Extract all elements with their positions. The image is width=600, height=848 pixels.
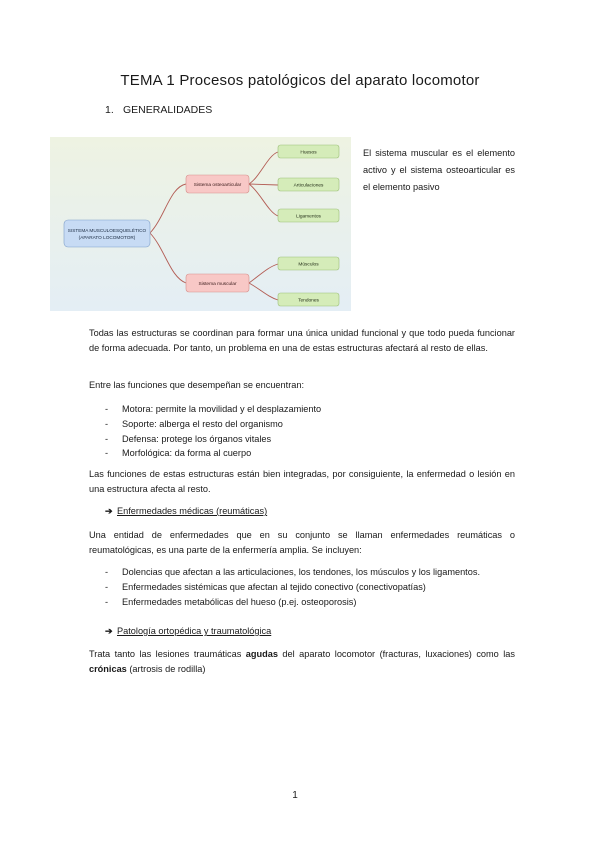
diagram-root-line1: SISTEMA MUSCULOESQUELÉTICO: [67, 228, 147, 233]
arrow-icon: ➔: [105, 626, 113, 636]
paragraph-trauma-part3: (artrosis de rodilla): [126, 664, 206, 674]
subsection-orthopedic: [105, 626, 271, 637]
paragraph-trauma: [89, 647, 515, 677]
diagram-leaf-label-musculos: Músculos: [298, 262, 319, 268]
functions-list: [105, 402, 505, 461]
diagram-leaf-label-ligamentos: Ligamentos: [296, 214, 321, 220]
paragraph-integration: Las funciones de estas estructuras están bien integradas, por consiguiente, la enfermedad o lesión en una estructura afecta al resto.: [89, 469, 515, 494]
paragraph-functions-intro: Entre las funciones que desempeñan se encuentran:: [89, 380, 305, 390]
diagram-label-osteoarticular: Sistema osteoarticular: [193, 183, 242, 188]
diseases-list: [105, 565, 515, 609]
diagram-leaf-label-tendones: Tendones: [298, 298, 319, 304]
list-item: - Enfermedades metabólicas del hueso (p.ej. osteoporosis): [105, 595, 515, 610]
paragraph-rheumatic: Una entidad de enfermedades que en su conjunto se llaman enfermedades reumáticas o reumatológicas, es una parte de la enfermería amplia. Se incluyen:: [89, 530, 515, 555]
page-title: TEMA 1 Procesos patológicos del aparato locomotor: [120, 72, 480, 89]
paragraph-trauma-bold2: crónicas: [89, 664, 127, 674]
section-label: GENERALIDADES: [123, 104, 213, 116]
paragraph-coordination: Todas las estructuras se coordinan para formar una única unidad funcional y que todo pueda funcionar de forma adecuada. Por tanto, un problema en una de estas estructuras afectará al resto de ellas.: [89, 328, 515, 353]
page-number: 1: [292, 790, 298, 801]
section-heading: [105, 104, 212, 116]
section-number: 1.: [105, 104, 114, 116]
paragraph-trauma-bold1: agudas: [245, 649, 278, 659]
musculoskeletal-diagram: [50, 137, 351, 311]
diagram-root-line2: (APARATO LOCOMOTOR): [78, 235, 136, 240]
list-item: - Soporte: alberga el resto del organismo: [105, 417, 505, 432]
paragraph-trauma-part1: Trata tanto las lesiones traumáticas: [89, 649, 246, 659]
list-item: - Morfológica: da forma al cuerpo: [105, 446, 505, 461]
diagram-root-node: [64, 220, 150, 247]
list-item: - Dolencias que afectan a las articulaciones, los tendones, los músculos y los ligamentos.: [105, 565, 515, 580]
list-item: - Enfermedades sistémicas que afectan al tejido conectivo (conectivopatías): [105, 580, 515, 595]
side-note: El sistema muscular es el elemento activo y el sistema osteoarticular es el elemento pasivo: [363, 148, 515, 192]
arrow-icon: ➔: [105, 506, 113, 516]
paragraph-trauma-part2: del aparato locomotor (fracturas, luxaciones) como las: [277, 649, 515, 659]
subsection-orthopedic-label: Patología ortopédica y traumatológica: [117, 626, 272, 636]
subsection-medical-label: Enfermedades médicas (reumáticas): [117, 506, 268, 516]
diagram-leaf-label-huesos: Huesos: [300, 150, 317, 156]
diagram-leaf-label-articulaciones: Articulaciones: [293, 183, 324, 189]
subsection-medical: [105, 506, 267, 517]
list-item: - Motora: permite la movilidad y el desplazamiento: [105, 402, 505, 417]
list-item: - Defensa: protege los órganos vitales: [105, 432, 505, 447]
diagram-label-muscular: Sistema muscular: [198, 282, 237, 287]
